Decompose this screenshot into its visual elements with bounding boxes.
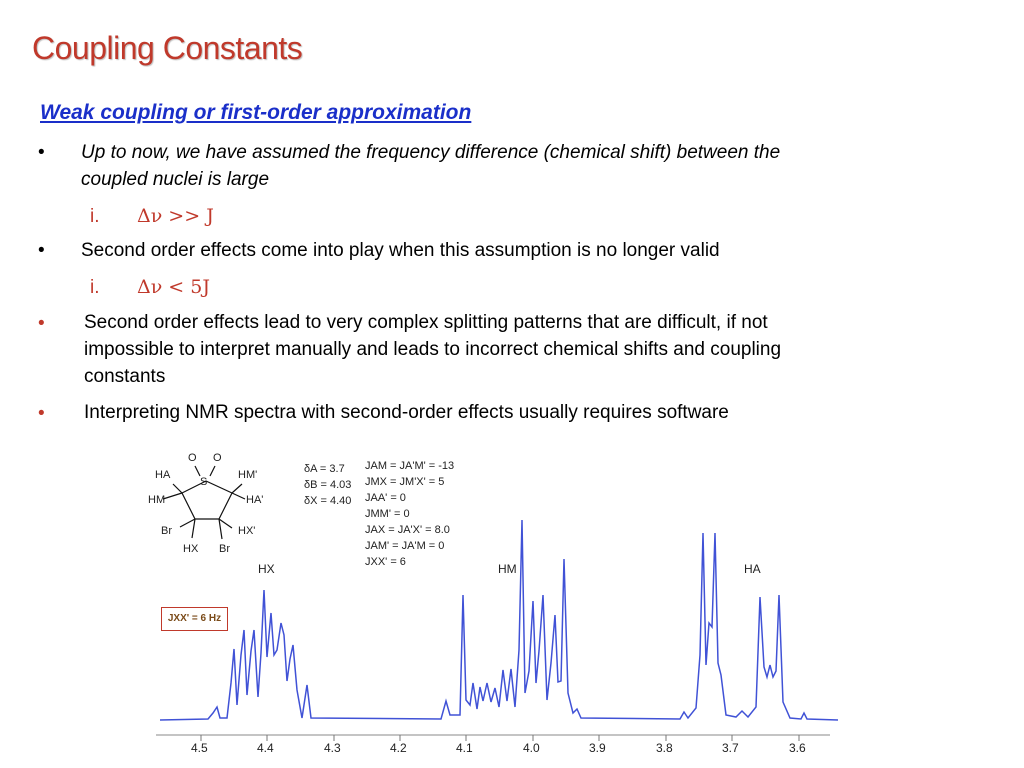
coupling-am-prime: JAM' = JA'M = 0	[365, 540, 445, 552]
br-label-1: Br	[161, 525, 172, 537]
bullet-2-marker: •	[38, 240, 45, 261]
tick-4-4: 4.4	[257, 741, 274, 755]
coupling-am: JAM = JA'M' = -13	[365, 460, 455, 472]
tick-3-7: 3.7	[722, 741, 739, 755]
tick-4-1: 4.1	[456, 741, 473, 755]
peak-label-ha: HA	[744, 562, 761, 576]
page-title: Coupling Constants	[32, 30, 303, 66]
bullet-2-sub-text: Δν < 5J	[137, 276, 210, 298]
tick-4-0: 4.0	[523, 741, 540, 755]
bullet-4-line-1: Interpreting NMR spectra with second-order effects usually requires software	[84, 402, 729, 423]
nmr-spectrum-trace	[160, 520, 838, 720]
shift-a: δA = 3.7	[304, 463, 345, 475]
coupling-mm-prime: JMM' = 0	[365, 508, 410, 520]
oxygen-label-1: O	[188, 452, 197, 464]
bullet-2-sub-marker: i.	[90, 277, 100, 298]
shift-x: δX = 4.40	[304, 495, 352, 507]
shift-values	[304, 463, 351, 507]
peak-label-hm: HM	[498, 562, 517, 576]
coupling-xx-prime: JXX' = 6	[365, 556, 406, 568]
bullet-3-line-3: constants	[84, 366, 166, 387]
peak-label-hx: HX	[258, 562, 275, 576]
bullet-1-sub-marker: i.	[90, 206, 100, 227]
sulfur-label: S	[200, 476, 208, 488]
tick-3-8: 3.8	[656, 741, 673, 755]
tick-3-6: 3.6	[789, 741, 806, 755]
tick-4-5: 4.5	[191, 741, 208, 755]
tick-4-2: 4.2	[390, 741, 407, 755]
hm-prime-label: HM'	[238, 469, 258, 481]
bullet-4-marker: •	[38, 403, 45, 424]
bullet-2-line-1: Second order effects come into play when this assumption is no longer valid	[81, 240, 720, 261]
nmr-figure	[140, 445, 840, 765]
bullet-1-marker: •	[38, 142, 45, 163]
tick-4-3: 4.3	[324, 741, 341, 755]
coupling-ax: JAX = JA'X' = 8.0	[365, 524, 450, 536]
coupling-values	[365, 460, 454, 568]
tick-3-9: 3.9	[589, 741, 606, 755]
coupling-aa-prime: JAA' = 0	[365, 492, 406, 504]
molecule-structure	[148, 452, 263, 555]
bullet-3-marker: •	[38, 313, 45, 334]
bullet-1-line-1: Up to now, we have assumed the frequency difference (chemical shift) between the	[81, 142, 781, 163]
section-subtitle: Weak coupling or first-order approximation	[40, 101, 472, 124]
coupling-highlight-box: JXX' = 6 Hz	[161, 607, 228, 631]
shift-b: δB = 4.03	[304, 479, 352, 491]
coupling-mx: JMX = JM'X' = 5	[365, 476, 445, 488]
ha-label: HA	[155, 469, 171, 481]
hm-label: HM	[148, 494, 166, 506]
hx-label: HX	[183, 543, 199, 555]
br-label-2: Br	[219, 543, 230, 555]
hx-prime-label: HX'	[238, 525, 256, 537]
bullet-1-sub-text: Δν >> J	[137, 205, 214, 227]
oxygen-label-2: O	[213, 452, 222, 464]
ha-prime-label: HA'	[246, 494, 264, 506]
x-axis-labels	[191, 741, 806, 755]
bullet-3-line-2: impossible to interpret manually and leads to incorrect chemical shifts and coupling	[84, 339, 782, 360]
x-axis-ticks	[201, 735, 799, 741]
bullet-1-line-2: coupled nuclei is large	[81, 169, 270, 190]
bullet-3-line-1: Second order effects lead to very complex splitting patterns that are difficult, if not	[84, 312, 768, 333]
